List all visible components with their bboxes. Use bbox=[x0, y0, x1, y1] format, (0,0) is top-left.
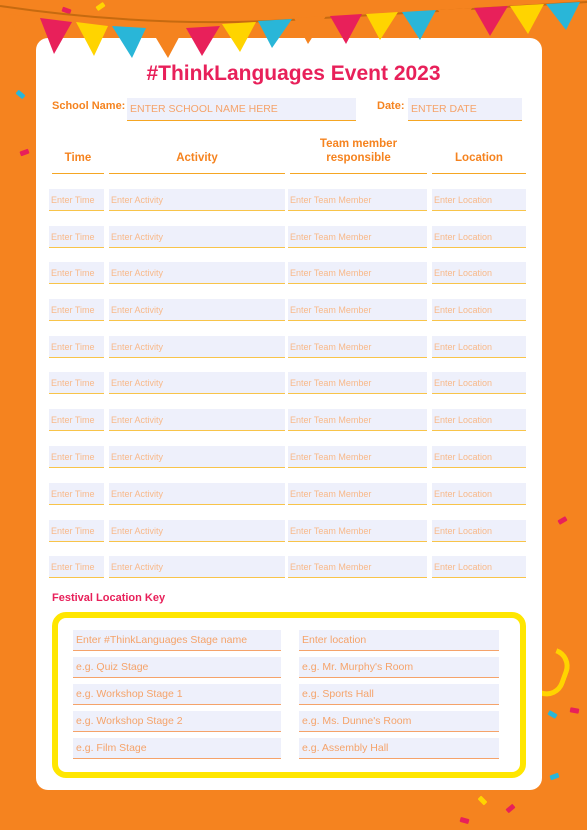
confetti bbox=[478, 796, 488, 806]
column-header-time: Time bbox=[52, 130, 104, 174]
activity-input[interactable]: Enter Activity bbox=[109, 483, 285, 505]
ribbon-decoration bbox=[540, 648, 575, 701]
table-row bbox=[0, 299, 587, 321]
table-row bbox=[0, 520, 587, 542]
time-input[interactable]: Enter Time bbox=[49, 372, 104, 394]
stage-name-input[interactable]: e.g. Workshop Stage 2 bbox=[73, 711, 281, 732]
time-input[interactable]: Enter Time bbox=[49, 556, 104, 578]
team-member-input[interactable]: Enter Team Member bbox=[288, 556, 427, 578]
team-member-input[interactable]: Enter Team Member bbox=[288, 372, 427, 394]
time-input[interactable]: Enter Time bbox=[49, 189, 104, 211]
activity-input[interactable]: Enter Activity bbox=[109, 189, 285, 211]
location-input[interactable]: Enter Location bbox=[432, 556, 526, 578]
location-input[interactable]: Enter Location bbox=[432, 299, 526, 321]
confetti bbox=[61, 7, 71, 15]
location-input[interactable]: Enter Location bbox=[432, 189, 526, 211]
table-row bbox=[0, 556, 587, 578]
table-row bbox=[0, 446, 587, 468]
date-field[interactable]: ENTER DATE bbox=[408, 98, 522, 121]
table-row bbox=[0, 262, 587, 284]
activity-input[interactable]: Enter Activity bbox=[109, 299, 285, 321]
stage-location-input[interactable]: e.g. Ms. Dunne's Room bbox=[299, 711, 499, 732]
time-input[interactable]: Enter Time bbox=[49, 409, 104, 431]
page-title: #ThinkLanguages Event 2023 bbox=[146, 62, 441, 85]
location-input[interactable]: Enter Location bbox=[432, 262, 526, 284]
confetti bbox=[505, 804, 515, 814]
confetti bbox=[460, 817, 470, 824]
activity-input[interactable]: Enter Activity bbox=[109, 520, 285, 542]
location-input[interactable]: Enter Location bbox=[432, 409, 526, 431]
confetti bbox=[570, 707, 580, 713]
team-member-input[interactable]: Enter Team Member bbox=[288, 262, 427, 284]
school-name-label: School Name: bbox=[52, 100, 126, 112]
stage-name-input[interactable]: e.g. Quiz Stage bbox=[73, 657, 281, 678]
time-input[interactable]: Enter Time bbox=[49, 483, 104, 505]
stage-name-input[interactable]: e.g. Workshop Stage 1 bbox=[73, 684, 281, 705]
team-member-input[interactable]: Enter Team Member bbox=[288, 483, 427, 505]
table-row bbox=[0, 409, 587, 431]
activity-input[interactable]: Enter Activity bbox=[109, 372, 285, 394]
activity-input[interactable]: Enter Activity bbox=[109, 556, 285, 578]
location-input[interactable]: Enter Location bbox=[432, 372, 526, 394]
stage-location-input[interactable]: e.g. Mr. Murphy's Room bbox=[299, 657, 499, 678]
stage-name-input[interactable]: Enter #ThinkLanguages Stage name bbox=[73, 630, 281, 651]
confetti bbox=[19, 149, 29, 157]
location-input[interactable]: Enter Location bbox=[432, 336, 526, 358]
activity-input[interactable]: Enter Activity bbox=[109, 226, 285, 248]
team-member-input[interactable]: Enter Team Member bbox=[288, 409, 427, 431]
confetti bbox=[549, 773, 559, 781]
location-input[interactable]: Enter Location bbox=[432, 483, 526, 505]
table-row bbox=[0, 483, 587, 505]
team-member-input[interactable]: Enter Team Member bbox=[288, 446, 427, 468]
confetti bbox=[95, 2, 105, 11]
table-row bbox=[0, 372, 587, 394]
activity-input[interactable]: Enter Activity bbox=[109, 446, 285, 468]
location-input[interactable]: Enter Location bbox=[432, 226, 526, 248]
team-member-input[interactable]: Enter Team Member bbox=[288, 226, 427, 248]
table-row bbox=[0, 336, 587, 358]
location-input[interactable]: Enter Location bbox=[432, 520, 526, 542]
time-input[interactable]: Enter Time bbox=[49, 446, 104, 468]
date-label: Date: bbox=[377, 100, 405, 112]
confetti bbox=[15, 90, 25, 100]
activity-input[interactable]: Enter Activity bbox=[109, 336, 285, 358]
time-input[interactable]: Enter Time bbox=[49, 262, 104, 284]
team-member-input[interactable]: Enter Team Member bbox=[288, 336, 427, 358]
time-input[interactable]: Enter Time bbox=[49, 336, 104, 358]
activity-input[interactable]: Enter Activity bbox=[109, 262, 285, 284]
column-header-location: Location bbox=[432, 130, 526, 174]
stage-name-input[interactable]: e.g. Film Stage bbox=[73, 738, 281, 759]
location-input[interactable]: Enter Location bbox=[432, 446, 526, 468]
stage-location-input[interactable]: Enter location bbox=[299, 630, 499, 651]
time-input[interactable]: Enter Time bbox=[49, 299, 104, 321]
team-member-input[interactable]: Enter Team Member bbox=[288, 299, 427, 321]
time-input[interactable]: Enter Time bbox=[49, 520, 104, 542]
table-row bbox=[0, 226, 587, 248]
column-header-activity: Activity bbox=[109, 130, 285, 174]
confetti bbox=[547, 710, 557, 719]
school-name-field[interactable]: ENTER SCHOOL NAME HERE bbox=[127, 98, 356, 121]
stage-location-input[interactable]: e.g. Sports Hall bbox=[299, 684, 499, 705]
activity-input[interactable]: Enter Activity bbox=[109, 409, 285, 431]
location-key-title: Festival Location Key bbox=[52, 592, 166, 604]
column-header-team-member: Team member responsible bbox=[290, 130, 427, 174]
table-row bbox=[0, 189, 587, 211]
team-member-input[interactable]: Enter Team Member bbox=[288, 189, 427, 211]
stage-location-input[interactable]: e.g. Assembly Hall bbox=[299, 738, 499, 759]
team-member-input[interactable]: Enter Team Member bbox=[288, 520, 427, 542]
time-input[interactable]: Enter Time bbox=[49, 226, 104, 248]
